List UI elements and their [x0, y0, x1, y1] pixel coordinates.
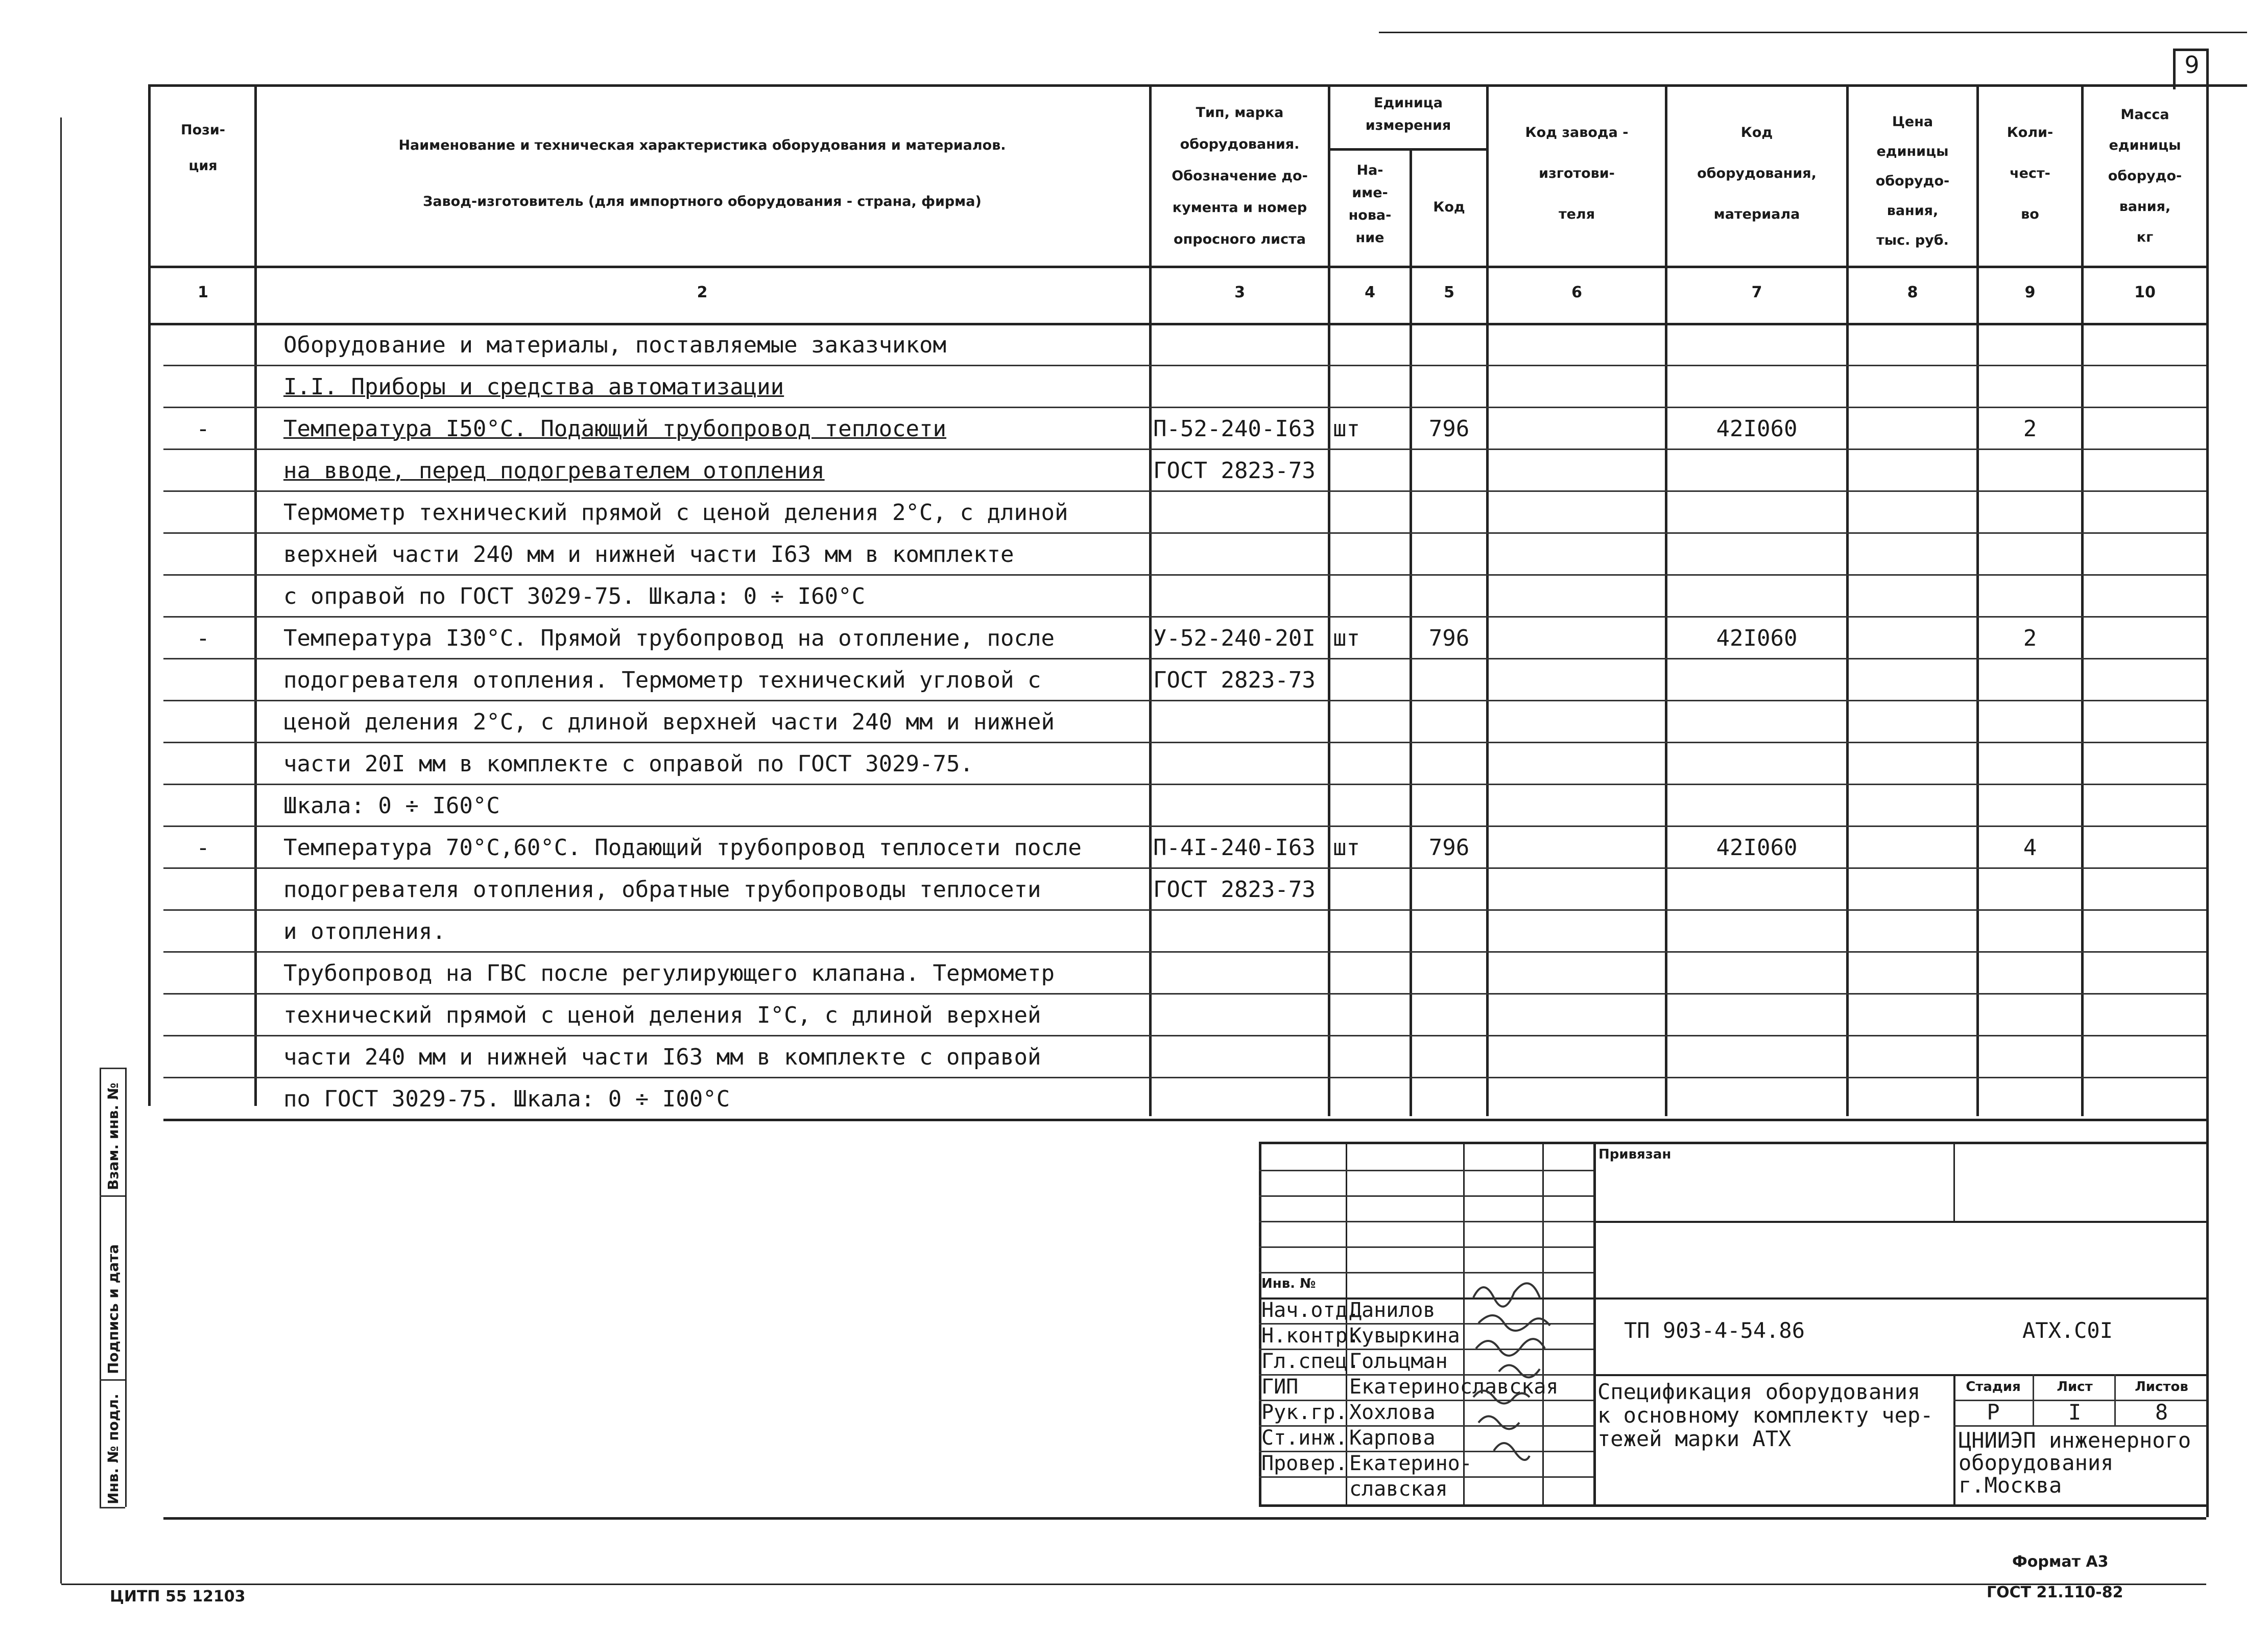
stamp-col-d [1593, 1142, 1596, 1504]
stamp-grid-r1 [1259, 1170, 1593, 1171]
left-strip-sep1 [100, 1195, 125, 1197]
cell-name: Оборудование и материалы, поставляемые заказчиком [283, 332, 947, 358]
cell-type: П-52-240-I63 [1153, 416, 1316, 442]
left-strip-top [100, 1068, 125, 1069]
stamp-sheet: I [2068, 1400, 2082, 1425]
cell-name: на вводе, перед подогревателем отопления [283, 458, 825, 484]
cell-type: ГОСТ 2823-73 [1153, 667, 1316, 693]
col-number-8: 8 [1907, 284, 1918, 301]
col-number-7: 7 [1751, 284, 1762, 301]
stamp-privyazan: Привязан [1598, 1147, 1672, 1162]
table-row-line [163, 784, 2206, 785]
header-col6: Код завода - изготови- теля [1525, 125, 1629, 222]
cell-name: ценой деления 2°С, с длиной верхней части 240 мм и нижней [283, 709, 1055, 735]
header-bottom-line [148, 266, 2206, 268]
cell-unit: шт [1333, 416, 1360, 442]
cell-type: У-52-240-20I [1153, 625, 1316, 651]
stamp-role: ГИП [1261, 1375, 1299, 1399]
stamp-privyazan-split [1953, 1142, 1955, 1221]
frame-top-line [148, 84, 2247, 87]
header-col4: На- име- нова- ние [1348, 162, 1392, 246]
stamp-doc-title: Спецификация оборудования к основному комплекту чер- тежей марки АТХ [1597, 1379, 1933, 1451]
cell-code: 796 [1428, 625, 1470, 651]
cell-qty: 2 [2023, 625, 2037, 651]
cell-name: подогревателя отопления, обратные трубопроводы теплосети [283, 877, 1041, 903]
table-row-line [163, 700, 2206, 701]
stamp-sheets-label: Листов [2135, 1379, 2188, 1395]
cell-name: части 240 мм и нижней части I63 мм в комплекте с оправой [283, 1044, 1041, 1070]
format-label: Формат А3 [2012, 1553, 2109, 1571]
col-number-1: 1 [198, 284, 208, 301]
cell-name: Шкала: 0 ÷ I60°С [283, 793, 500, 819]
col-number-5: 5 [1444, 284, 1454, 301]
stamp-person-name: Екатерино- [1349, 1452, 1472, 1475]
cell-name: верхней части 240 мм и нижней части I63 мм в комплекте [283, 541, 1014, 568]
left-strip-inv-podl: Инв. № подл. [105, 1394, 122, 1504]
sheet-number-box-left [2173, 49, 2176, 89]
number-row-bottom-line [148, 323, 2206, 325]
cell-eq: 42I060 [1716, 416, 1798, 442]
stamp-person-name: Кувыркина [1349, 1324, 1460, 1348]
cell-eq: 42I060 [1716, 625, 1798, 651]
cell-unit: шт [1333, 625, 1360, 651]
col-line-8 [1976, 84, 1979, 1116]
table-body-bottom-line [163, 1119, 2206, 1121]
table-row-line [163, 616, 2206, 618]
table-row-line [163, 867, 2206, 869]
cell-type: ГОСТ 2823-73 [1153, 877, 1316, 903]
table-row-line [163, 532, 2206, 534]
cell-code: 796 [1428, 835, 1470, 861]
table-row-line [163, 825, 2206, 827]
cell-name: и отопления. [283, 918, 446, 945]
cell-name: Температура I50°С. Подающий трубопровод теплосети [283, 416, 947, 442]
table-row-line [163, 993, 2206, 995]
left-strip-podpis: Подпись и дата [105, 1244, 122, 1374]
table-row-line [163, 658, 2206, 659]
stamp-role: Нач.отд. [1261, 1299, 1360, 1322]
cell-type: П-4I-240-I63 [1153, 835, 1316, 861]
stamp-person-name: Карпова [1349, 1426, 1436, 1450]
stamp-role: Ст.инж. [1261, 1426, 1348, 1450]
header-col10: Масса единицы оборудо- вания, кг [2108, 107, 2182, 245]
frame-right-line [2206, 49, 2209, 1517]
cell-unit: шт [1333, 835, 1360, 861]
col-number-3: 3 [1234, 284, 1245, 301]
stamp-person-name: Екатеринославская [1349, 1375, 1559, 1399]
left-strip-outer [100, 1068, 101, 1507]
cell-name: по ГОСТ 3029-75. Шкала: 0 ÷ I00°С [283, 1086, 730, 1112]
stamp-top [1259, 1142, 2206, 1144]
table-row-line [163, 448, 2206, 450]
frame-left-line [148, 84, 151, 1106]
table-row-line [163, 407, 2206, 408]
table-row-line [163, 742, 2206, 743]
col-line-1 [254, 84, 257, 1106]
cell-name: Термометр технический прямой с ценой деления 2°С, с длиной [283, 500, 1068, 526]
left-strip-bottom [100, 1507, 125, 1508]
stamp-person-name: славская [1349, 1477, 1448, 1501]
table-row-line [163, 574, 2206, 576]
header-col5: Код [1433, 199, 1465, 215]
stamp-person-name: Данилов [1349, 1299, 1436, 1322]
stamp-role: Гл.спец. [1261, 1350, 1360, 1373]
frame-left-outer-line [60, 117, 62, 1584]
stamp-person-name: Хохлова [1349, 1401, 1436, 1424]
cell-type: ГОСТ 2823-73 [1153, 458, 1316, 484]
header-col1: Пози- ция [181, 122, 225, 174]
stamp-grid-r2 [1259, 1195, 1593, 1197]
frame-inner-bottom-line [163, 1517, 2206, 1520]
unit-group-line [1328, 148, 1486, 151]
col-line-5 [1486, 84, 1489, 1116]
left-strip-vzam: Взам. инв. № [105, 1082, 122, 1190]
header-col2: Наименование и техническая характеристика оборудования и материалов. Завод-изготовитель (для импортного оборудования - страна, фирма) [398, 137, 1006, 209]
cell-name: Трубопровод на ГВС после регулирующего клапана. Термометр [283, 960, 1055, 986]
cell-eq: 42I060 [1716, 835, 1798, 861]
stamp-stage-c2 [2114, 1374, 2116, 1425]
cell-pos: - [196, 416, 210, 442]
cell-name: с оправой по ГОСТ 3029-75. Шкала: 0 ÷ I60°С [283, 583, 866, 609]
cell-name: технический прямой с ценой деления I°С, с длиной верхней [283, 1002, 1041, 1028]
frame-top-thin-line [1379, 32, 2247, 33]
stamp-role: Рук.гр. [1261, 1401, 1348, 1424]
cell-qty: 4 [2023, 835, 2037, 861]
stamp-doc-number: ТП 903-4-54.86 [1624, 1318, 1805, 1343]
col-number-10: 10 [2134, 284, 2156, 301]
col-line-6 [1665, 84, 1667, 1116]
header-col3: Тип, марка оборудования. Обозначение до- кумента и номер опросного листа [1172, 105, 1308, 247]
cell-name: Температура 70°С,60°С. Подающий трубопровод теплосети после [283, 835, 1082, 861]
table-row-line [163, 951, 2206, 953]
stamp-doc-code: АТХ.С0I [2022, 1318, 2113, 1343]
stamp-sheets: 8 [2155, 1400, 2168, 1425]
cell-name: Температура I30°С. Прямой трубопровод на отопление, после [283, 625, 1055, 651]
stamp-right-r1 [1593, 1221, 2206, 1223]
stamp-stage-label: Стадия [1966, 1379, 2021, 1395]
stamp-sheet-label: Лист [2057, 1379, 2093, 1395]
header-unit-group: Единица измерения [1365, 95, 1451, 133]
left-strip-sep2 [100, 1379, 125, 1381]
stamp-grid-r4 [1259, 1246, 1593, 1248]
cell-pos: - [196, 625, 210, 651]
col-number-4: 4 [1365, 284, 1375, 301]
header-col8: Цена единицы оборудо- вания, тыс. руб. [1875, 114, 1950, 248]
header-col7: Код оборудования, материала [1697, 125, 1817, 222]
cell-name: подогревателя отопления. Термометр технический угловой с [283, 667, 1041, 693]
table-row-line [163, 365, 2206, 366]
stamp-role: Провер. [1261, 1452, 1348, 1475]
table-row-line [163, 909, 2206, 911]
stamp-stage-c1 [2033, 1374, 2034, 1425]
stamp-inv-no: Инв. № [1261, 1276, 1316, 1291]
col-number-6: 6 [1571, 284, 1582, 301]
cell-name: части 20I мм в комплекте с оправой по ГОСТ 3029-75. [283, 751, 974, 777]
gost-label: ГОСТ 21.110-82 [1987, 1584, 2123, 1601]
signatures-graphic [1463, 1267, 1593, 1507]
stamp-role: Н.контр. [1261, 1324, 1360, 1348]
sheet-number: 9 [2184, 51, 2200, 79]
header-col9: Коли- чест- во [2007, 125, 2054, 222]
table-row-line [163, 1035, 2206, 1036]
stamp-grid-r3 [1259, 1221, 1593, 1222]
stamp-person-name: Гольцман [1349, 1350, 1448, 1373]
col-number-2: 2 [697, 284, 708, 301]
left-strip-inner [125, 1068, 127, 1507]
table-row-line [163, 490, 2206, 492]
footer-left-code: ЦИТП 55 12103 [110, 1588, 246, 1606]
stamp-org: ЦНИИЭП инженерного оборудования г.Москва [1959, 1428, 2191, 1498]
stamp-stage-r2 [1953, 1425, 2206, 1427]
col-number-9: 9 [2024, 284, 2036, 301]
stamp-stage: Р [1987, 1400, 2000, 1425]
cell-qty: 2 [2023, 416, 2037, 442]
cell-name: I.I. Приборы и средства автоматизации [283, 374, 784, 400]
cell-code: 796 [1428, 416, 1470, 442]
frame-bottom-line [61, 1584, 2206, 1585]
table-row-line [163, 1077, 2206, 1078]
cell-pos: - [196, 835, 210, 861]
stamp-bottom [1259, 1504, 2206, 1507]
